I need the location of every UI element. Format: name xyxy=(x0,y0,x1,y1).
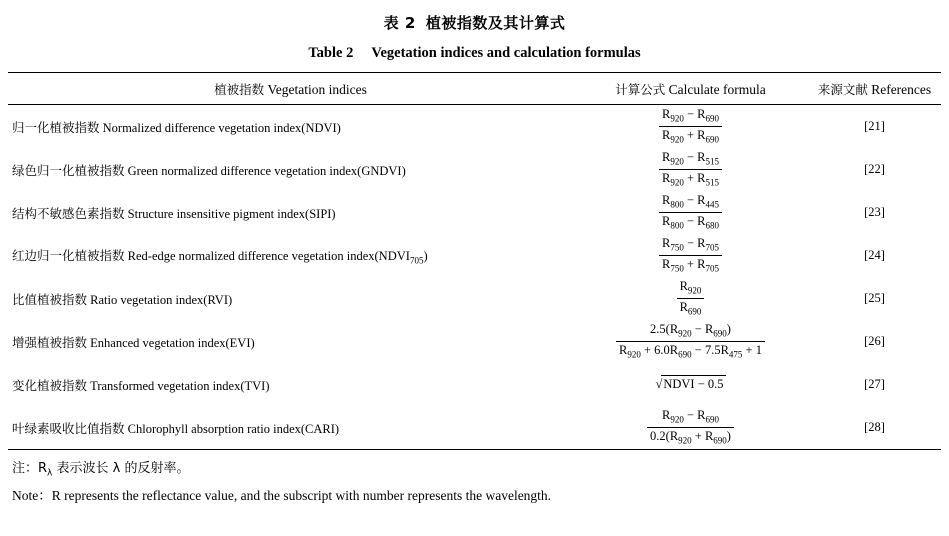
formula-cell xyxy=(573,191,808,234)
formula-fraction xyxy=(616,322,765,361)
column-header-references-cn: 来源文献 xyxy=(817,82,868,97)
formula-denominator: $R_{750} + R_{705}$ xyxy=(662,257,719,274)
index-name-cell xyxy=(8,363,573,406)
reference-cell: [23] xyxy=(864,205,885,219)
formula-cell xyxy=(573,105,808,149)
formula-cell xyxy=(573,320,808,363)
reference-cell: [26] xyxy=(864,334,885,348)
column-header-references xyxy=(808,73,941,105)
index-name-chinese: 绿色归一化植被指数 xyxy=(12,162,125,178)
formula-numerator: $R_{920} - R_{690}$ xyxy=(659,107,722,127)
table-row xyxy=(8,234,941,277)
table-number-english: Table 2 xyxy=(308,45,354,61)
reference-cell: [22] xyxy=(864,162,885,176)
formula-fraction xyxy=(647,408,734,447)
formula-denominator: $R_{920} + R_{515}$ xyxy=(662,171,719,188)
note-chinese: 注：$R_\lambda$ 表示波长 λ 的反射率。 xyxy=(12,461,190,479)
table-row xyxy=(8,105,941,149)
formula-numerator: $R_{920} - R_{515}$ xyxy=(659,150,722,170)
column-header-indices-cn: 植被指数 xyxy=(214,82,265,97)
index-name-english: Red-edge normalized difference vegetation $index(NDVI_{705})$ xyxy=(124,248,428,266)
table-header xyxy=(8,73,941,105)
formula-cell xyxy=(573,234,808,277)
index-name-chinese: 红边归一化植被指数 xyxy=(12,247,125,263)
index-name-chinese: 归一化植被指数 xyxy=(12,119,100,135)
index-name-cell xyxy=(8,234,573,277)
table-header-row xyxy=(8,73,941,105)
index-name-english: Green normalized difference vegetation index(GNDVI) xyxy=(124,163,406,178)
formula-numerator: $R_{800} - R_{445}$ xyxy=(659,193,722,213)
formula-fraction xyxy=(677,279,705,318)
column-header-formula-cn: 计算公式 xyxy=(615,82,666,97)
formula-radicand: NDVI − 0.5 xyxy=(663,377,724,391)
table-notes xyxy=(8,457,941,504)
formula-denominator: $R_{920} + R_{690}$ xyxy=(662,128,719,145)
index-name-english: Enhanced vegetation index(EVI) xyxy=(87,335,255,350)
formula-cell xyxy=(573,148,808,191)
index-name-english: Structure insensitive pigment index(SIPI) xyxy=(124,206,336,221)
formula-fraction xyxy=(659,107,722,146)
formula-numerator: $R_{920} - R_{690}$ xyxy=(647,408,734,428)
index-name-chinese: 变化植被指数 xyxy=(12,377,88,393)
table-row xyxy=(8,363,941,406)
table-row xyxy=(8,320,941,363)
table-row xyxy=(8,148,941,191)
formula-cell xyxy=(573,406,808,450)
index-name-english: Normalized difference vegetation index(NDVI) xyxy=(99,120,341,135)
index-name-cell xyxy=(8,148,573,191)
index-name-cell xyxy=(8,320,573,363)
sqrt-radical-icon: √ xyxy=(655,377,663,391)
table-row xyxy=(8,406,941,450)
reference-cell: [24] xyxy=(864,248,885,262)
table-body xyxy=(8,105,941,450)
formula-numerator: $R_{920}$ xyxy=(677,279,705,299)
table-page xyxy=(0,12,949,536)
table-title-chinese: 植被指数及其计算式 xyxy=(425,14,566,32)
index-name-cell xyxy=(8,105,573,149)
formula-numerator: $2.5(R_{920} - R_{690})$ xyxy=(616,322,765,342)
index-name-cell xyxy=(8,191,573,234)
index-name-chinese: 增强植被指数 xyxy=(12,334,88,350)
table-caption-chinese xyxy=(8,12,941,33)
reference-cell: [21] xyxy=(864,119,885,133)
table-number-chinese: 表 2 xyxy=(383,14,416,32)
index-name-cell xyxy=(8,406,573,450)
formula-fraction xyxy=(659,193,722,232)
formula-square-root xyxy=(655,377,725,392)
column-header-formula xyxy=(573,73,808,105)
formula-fraction xyxy=(659,150,722,189)
formula-denominator: $R_{920} + 6.0R_{690} - 7.5R_{475} + 1$ xyxy=(619,343,762,360)
index-name-english: Ratio vegetation index(RVI) xyxy=(87,292,233,307)
formula-denominator: $R_{800} - R_{680}$ xyxy=(662,214,719,231)
index-name-chinese: 比值植被指数 xyxy=(12,291,88,307)
column-header-formula-en: Calculate formula xyxy=(668,82,766,97)
table-title-english: Vegetation indices and calculation formulas xyxy=(371,45,641,61)
formula-numerator: $R_{750} - R_{705}$ xyxy=(659,236,722,256)
note-english: Note：R represents the reflectance value, and the subscript with number represents the wavelength. xyxy=(12,487,552,503)
formula-cell xyxy=(573,363,808,406)
formula-denominator: $R_{690}$ xyxy=(679,300,702,317)
index-name-chinese: 叶绿素吸收比值指数 xyxy=(12,420,125,436)
column-header-references-en: References xyxy=(871,82,932,97)
formula-fraction xyxy=(659,236,722,275)
column-header-indices-en: Vegetation indices xyxy=(267,82,367,97)
index-name-chinese: 结构不敏感色素指数 xyxy=(12,205,125,221)
index-name-english: Transformed vegetation index(TVI) xyxy=(87,378,270,393)
column-header-indices xyxy=(8,73,573,105)
table-row xyxy=(8,191,941,234)
reference-cell: [25] xyxy=(864,291,885,305)
formula-cell xyxy=(573,277,808,320)
reference-cell: [27] xyxy=(864,377,885,391)
table-row xyxy=(8,277,941,320)
index-name-cell xyxy=(8,277,573,320)
table-caption-english xyxy=(8,45,941,62)
formula-denominator: $0.2(R_{920} + R_{690})$ xyxy=(650,429,731,446)
index-name-english: Chlorophyll absorption ratio index(CARI) xyxy=(124,421,340,436)
reference-cell: [28] xyxy=(808,406,941,450)
vegetation-indices-table xyxy=(8,72,941,450)
